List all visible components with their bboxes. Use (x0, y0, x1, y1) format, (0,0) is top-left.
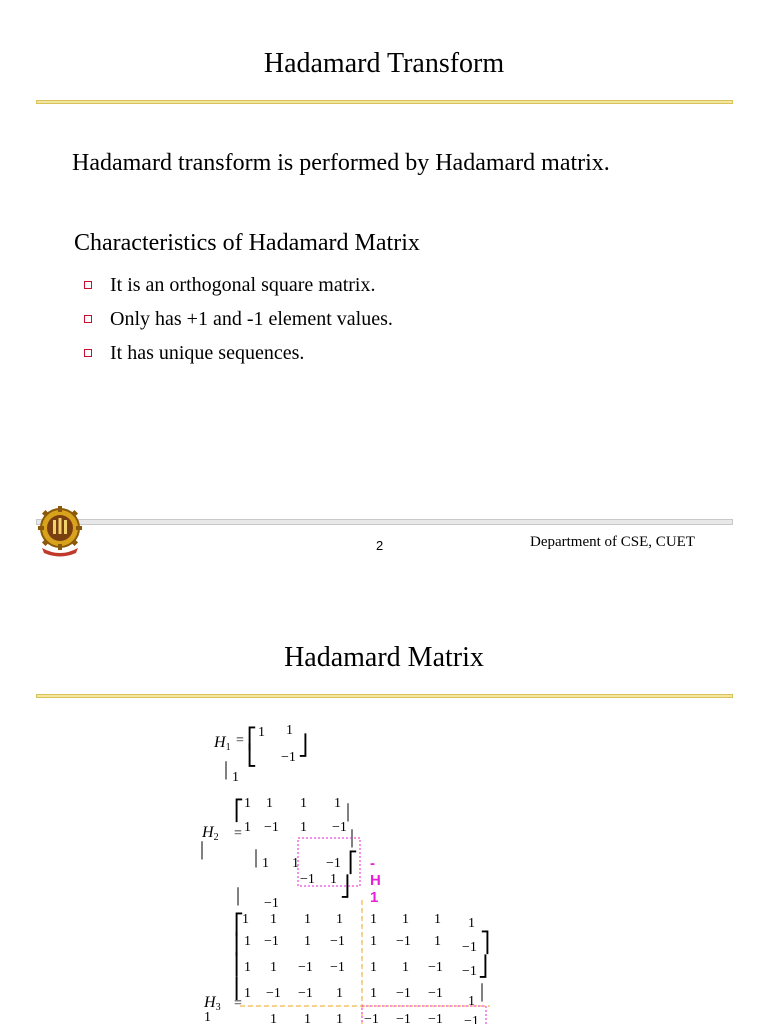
slide-title: Hadamard Transform (263, 48, 505, 79)
matrix-cell: 1 (242, 912, 249, 927)
matrix-cell: 1 (244, 960, 251, 975)
bracket-left: ⎢ (234, 934, 244, 956)
matrix-cell: 1 (402, 912, 409, 927)
matrix-cell: 1 (286, 723, 293, 738)
square-bullet-icon (84, 349, 92, 357)
matrix-cell: 1 (434, 912, 441, 927)
slide-title: Hadamard Matrix (284, 642, 484, 673)
matrix-cell: −1 (462, 940, 477, 955)
matrix-cell: 1 (232, 770, 239, 785)
matrix-cell: 1 (434, 934, 441, 949)
neg-label-line: 1 (370, 889, 379, 906)
matrix-cell: −1 (428, 986, 443, 1001)
bracket-right: ⎡ (348, 852, 358, 874)
matrix-cell: −1 (330, 934, 345, 949)
matrix-cell: −1 (298, 986, 313, 1001)
matrix-cell: −1 (332, 820, 347, 835)
bullet-text: It is an orthogonal square matrix. (110, 273, 376, 296)
bracket-left: ⎡ (234, 914, 244, 936)
matrix-cell: 1 (334, 796, 341, 811)
matrix-cell: −1 (364, 1012, 379, 1024)
matrix-cell: 1 (370, 934, 377, 949)
matrix-cell: −1 (396, 1012, 411, 1024)
characteristics-list (84, 268, 393, 370)
matrix-cell: 1 (300, 820, 307, 835)
matrix-cell: −1 (264, 820, 279, 835)
title-rule (36, 694, 733, 698)
matrix-cell: 1 (244, 796, 251, 811)
matrix-cell: 1 (330, 872, 337, 887)
matrix-cell: 1 (266, 796, 273, 811)
matrix-cell: −1 (281, 750, 296, 765)
neg-label-line: -H (370, 855, 381, 889)
footer-rule (36, 519, 733, 525)
matrix-cell: 1 (244, 986, 251, 1001)
matrix-cell: −1 (326, 856, 341, 871)
bracket-right: | (480, 980, 485, 1002)
matrix-cell: 1 (468, 994, 475, 1009)
matrix-cell: −1 (266, 986, 281, 1001)
bracket-left: | (254, 846, 259, 868)
footer-department: Department of CSE, CUET (530, 534, 695, 550)
characteristics-heading: Characteristics of Hadamard Matrix (74, 230, 420, 256)
matrix-cell: 1 (370, 960, 377, 975)
bracket-right: ⎦ (478, 956, 488, 978)
matrix-cell: 1 (336, 912, 343, 927)
matrix-cell: 1 (244, 820, 251, 835)
matrix-cell: 1 (262, 856, 269, 871)
intro-text: Hadamard transform is performed by Hadamard matrix. (72, 150, 610, 176)
matrix-cell: −1 (300, 872, 315, 887)
h1-symbol: $H_1$ (214, 734, 231, 753)
bracket-left: | (236, 884, 241, 906)
neg-h1-quadrant-box (296, 836, 366, 888)
bracket-right: ⎦ (298, 735, 308, 757)
matrix-cell: 1 (336, 986, 343, 1001)
slide-hadamard-matrix (0, 600, 768, 1024)
equals-sign: = (236, 733, 244, 748)
matrix-cell: 1 (402, 960, 409, 975)
bullet-text: Only has +1 and -1 element values. (110, 307, 393, 330)
matrix-cell: 1 (336, 1012, 343, 1024)
bracket-left: | (224, 758, 229, 780)
matrix-cell: 1 (304, 912, 311, 927)
matrix-cell: −1 (396, 934, 411, 949)
matrix-cell: −1 (298, 960, 313, 975)
matrix-cell: 1 (370, 912, 377, 927)
matrix-cell: −1 (396, 986, 411, 1001)
bullet-text: It has unique sequences. (110, 341, 305, 364)
matrix-cell: 1 (292, 856, 299, 871)
matrix-cell: 1 (304, 934, 311, 949)
matrix-cell: 1 (258, 725, 265, 740)
matrix-cell: 1 (270, 960, 277, 975)
matrix-cell: −1 (428, 1012, 443, 1024)
neg-h1-label (370, 855, 381, 906)
bracket-right: ⎦ (340, 876, 350, 898)
bracket-left: ⎣ (247, 745, 257, 767)
matrix-cell: 1 (204, 1010, 211, 1024)
matrix-cell: 1 (270, 1012, 277, 1024)
matrix-cell: 1 (270, 912, 277, 927)
page-number: 2 (376, 538, 384, 553)
matrix-cell: −1 (462, 964, 477, 979)
bracket-right: ⎤ (480, 932, 490, 954)
h3-symbol: $H_3$ (204, 994, 221, 1013)
matrix-cell: −1 (428, 960, 443, 975)
matrix-cell: 1 (300, 796, 307, 811)
matrix-cell: −1 (464, 1014, 479, 1024)
bracket-left: ⎡ (247, 728, 257, 750)
bracket-left: ⎢ (234, 978, 244, 1000)
bracket-left: ⎡ (234, 800, 244, 822)
list-item (84, 302, 393, 336)
list-item (84, 336, 393, 370)
h2-symbol: $H_2$ (202, 824, 219, 843)
bracket-left: | (200, 838, 205, 860)
square-bullet-icon (84, 281, 92, 289)
matrix-cell: 1 (370, 986, 377, 1001)
list-item (84, 268, 393, 302)
matrix-cell: −1 (264, 934, 279, 949)
matrix-cell: 1 (244, 934, 251, 949)
cuet-logo-icon (38, 506, 82, 558)
square-bullet-icon (84, 315, 92, 323)
title-rule (36, 100, 733, 104)
bracket-left: ⎢ (234, 954, 244, 976)
equals-sign: = (234, 826, 242, 841)
matrix-cell: −1 (330, 960, 345, 975)
matrix-cell: −1 (264, 896, 279, 911)
equals-sign: = (234, 996, 242, 1011)
matrix-cell: 1 (304, 1012, 311, 1024)
bracket-right: | (350, 826, 355, 848)
matrix-cell: 1 (468, 916, 475, 931)
bracket-right: | (346, 800, 351, 822)
